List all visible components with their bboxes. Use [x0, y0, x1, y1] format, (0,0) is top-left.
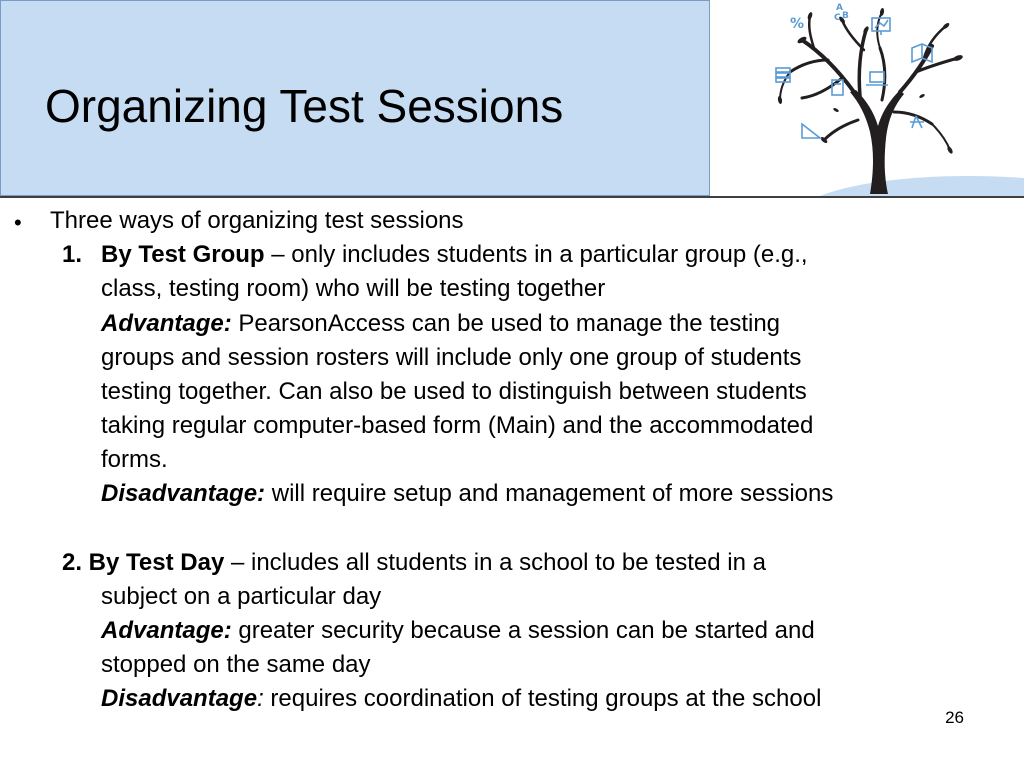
item1-heading — [101, 238, 808, 272]
item2-advantage-text-1: greater security because a session can be started and — [231, 617, 815, 644]
slide-title: Organizing Test Sessions — [45, 80, 564, 132]
item2-label: 2. By Test Day — [62, 549, 225, 576]
item2-disadvantage-text: requires coordination of testing groups at the school — [263, 685, 822, 712]
item1-description: – only includes students in a particular group (e.g., — [264, 241, 808, 268]
item1-heading-line — [62, 238, 82, 272]
slide-header — [0, 0, 1024, 198]
item1-advantage-text-3: testing together. Can also be used to distinguish between students — [101, 378, 807, 405]
item2-disadvantage-colon: : — [257, 685, 264, 712]
item1-advantage-text-4: taking regular computer-based form (Main) and the accommodated — [101, 412, 814, 439]
item1-advantage-text-2: groups and session rosters will include only one group of students — [101, 344, 802, 371]
item2-description-cont: subject on a particular day — [101, 583, 382, 610]
main-bullet-text: Three ways of organizing test sessions — [50, 207, 464, 234]
item2-advantage-label: Advantage: — [101, 617, 232, 644]
item1-disadvantage-line — [101, 477, 833, 511]
percent-icon: % — [790, 16, 805, 32]
item2-disadvantage-label: Disadvantage — [101, 685, 258, 712]
item2-description: – includes all students in a school to be tested in a — [224, 549, 766, 576]
page-number: 26 — [945, 708, 964, 727]
item1-advantage-line — [101, 307, 780, 341]
item1-advantage-label: Advantage: — [101, 310, 232, 337]
item2-heading — [62, 546, 766, 580]
title-band — [0, 0, 710, 196]
item1-advantage-text-1: PearsonAccess can be used to manage the testing — [231, 310, 781, 337]
item1-disadvantage-text: will require setup and management of more sessions — [265, 480, 834, 507]
item1-label: By Test Group — [101, 241, 265, 268]
letter-a-icon: A — [836, 3, 843, 13]
item1-number: 1. — [62, 241, 83, 268]
education-tree-illustration — [710, 0, 1024, 196]
item2-advantage-text-2: stopped on the same day — [101, 651, 371, 678]
tree-logo — [710, 0, 1024, 196]
item1-advantage-text-5: forms. — [101, 446, 168, 473]
bullet-marker: • — [14, 210, 22, 235]
letter-c-icon: C — [834, 13, 841, 23]
item1-disadvantage-label: Disadvantage: — [101, 480, 266, 507]
item2-disadvantage-line — [101, 682, 821, 716]
letter-b-icon: B — [842, 11, 849, 21]
header-divider — [0, 196, 1024, 198]
item1-description-cont: class, testing room) who will be testing together — [101, 275, 606, 302]
item2-advantage-line — [101, 614, 815, 648]
